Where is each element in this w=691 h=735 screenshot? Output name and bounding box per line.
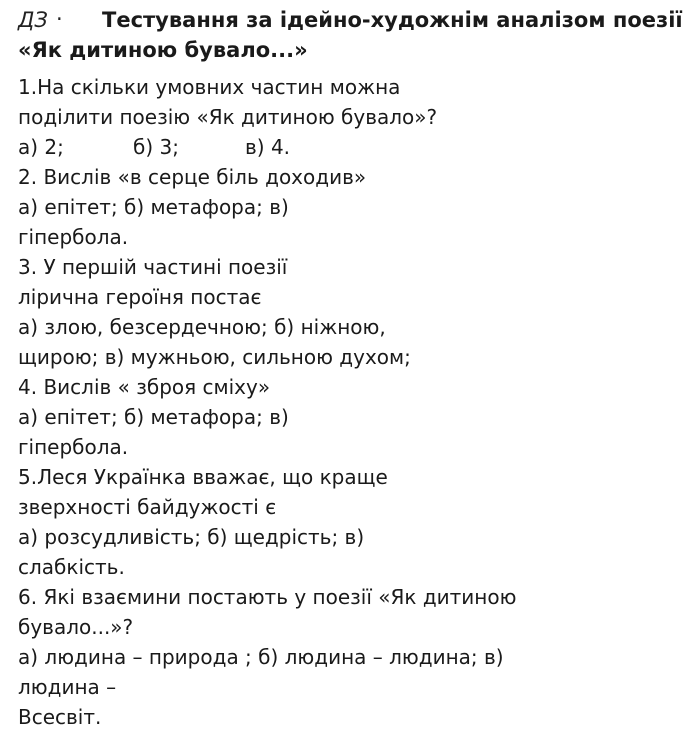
question-5-line-3: а) розсудливість; б) щедрість; в) [18, 525, 365, 549]
question-3-line-1: 3. У першій частині поезії [18, 255, 288, 279]
question-1-options [18, 132, 688, 162]
question-1-line-2: поділити поезію «Як дитиною бувало»? [18, 105, 438, 129]
question-6-line-1: 6. Які взаємини постають у поезії «Як дитиною [18, 585, 517, 609]
question-4-line-1: 4. Вислів « зброя сміху» [18, 375, 271, 399]
page-subtitle: «Як дитиною бувало...» [18, 38, 308, 62]
question-6-line-3: а) людина – природа ; б) людина – людина; в) [18, 645, 504, 669]
question-4-line-3: гіпербола. [18, 435, 129, 459]
question-5-line-2: зверхності байдужості є [18, 495, 277, 519]
question-1-line-1: 1.На скільки умовних частин можна [18, 75, 401, 99]
question-1-option-a: а) 2; [18, 135, 64, 159]
questions-list [18, 72, 688, 732]
homework-label: ДЗ [18, 8, 48, 32]
question-6-line-4: людина – [18, 675, 117, 699]
question-1-option-c: в) 4. [245, 135, 291, 159]
question-2-line-1: 2. Вислів «в серце біль доходив» [18, 165, 367, 189]
question-4-line-2: а) епітет; б) метафора; в) [18, 405, 289, 429]
question-6-line-5: Всесвіт. [18, 705, 102, 729]
question-6-line-2: бувало...»? [18, 615, 134, 639]
question-1-option-b: б) 3; [133, 135, 179, 159]
question-3-line-2: лірична героїня постає [18, 285, 262, 309]
homework-dot: · [56, 7, 63, 31]
page-title: Тестування за ідейно-художнім аналізом поезії [102, 8, 683, 32]
question-3-line-3: а) злою, безсердечною; б) ніжною, [18, 315, 386, 339]
question-3-line-4: щирою; в) мужньою, сильною духом; [18, 345, 411, 369]
question-5-line-4: слабкість. [18, 555, 125, 579]
question-2-line-2: а) епітет; б) метафора; в) [18, 195, 289, 219]
question-5-line-1: 5.Леся Українка вважає, що краще [18, 465, 388, 489]
question-2-line-3: гіпербола. [18, 225, 129, 249]
